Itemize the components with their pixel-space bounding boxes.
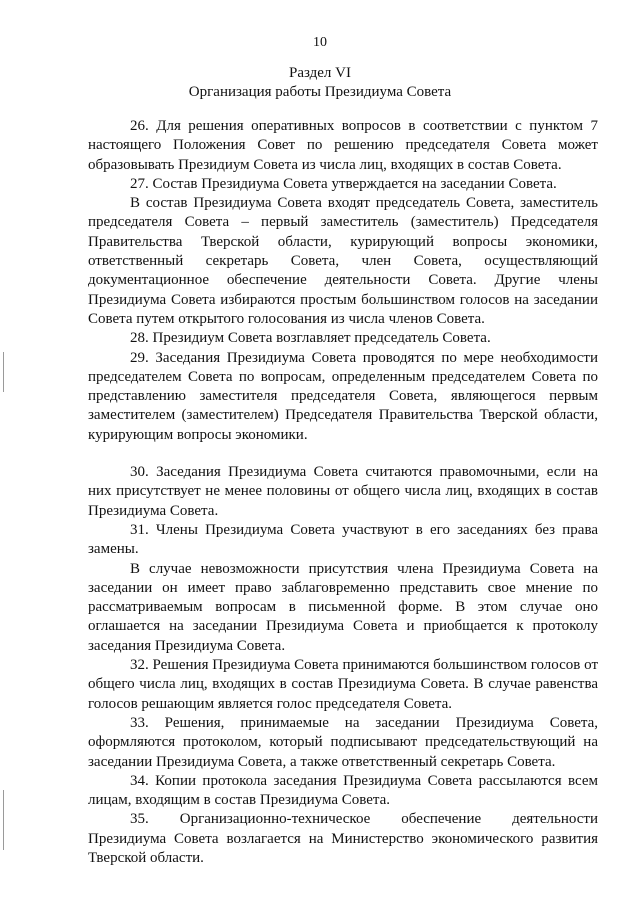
section-title: Организация работы Президиума Совета	[188, 84, 452, 100]
paragraph-26: 26. Для решения оперативных вопросов в соответствии с пунктом 7 настоящего Положения Совет по решению председателя Совета может образовывать Президиум Совета из числа лиц, входящих в состав Совета.	[88, 118, 598, 173]
paragraph-28: 28. Президиум Совета возглавляет председатель Совета.	[130, 330, 491, 347]
paragraph-29: 29. Заседания Президиума Совета проводятся по мере необходимости председателем Совета по вопросам, определенным председателем Совета по представлению заместителя председателя Совета, являющегося первым заместителем (заместителем) Председателя Правительства Тверской области, курирующим вопросы экономики.	[88, 349, 598, 443]
section-heading	[0, 64, 640, 102]
section-body	[88, 117, 598, 868]
paragraph-31: 31. Члены Президиума Совета участвуют в его заседаниях без права замены.	[88, 521, 598, 558]
scan-edge-mark	[3, 352, 4, 392]
section-number: Раздел VI	[288, 65, 351, 81]
scan-edge-mark	[3, 790, 4, 850]
paragraph-32: 32. Решения Президиума Совета принимаются большинством голосов от общего числа лиц, входящих в состав Президиума Совета. В случае равенства голосов решающим является голос председателя Совета.	[88, 657, 598, 712]
page-number: 10	[313, 35, 327, 50]
paragraph-27-composition: В состав Президиума Совета входят председатель Совета, заместитель председателя Совета – первый заместитель (заместитель) Председателя Правительства Тверской области, курирующий вопросы экономики, ответственный секретарь Совета, член Совета, осуществляющий документационное обеспечение деятельности Совета. Другие члены Президиума Совета избираются простым большинством голосов на заседании Совета путем открытого голосования из числа членов Совета.	[88, 195, 598, 327]
paragraph-27: 27. Состав Президиума Совета утверждается на заседании Совета.	[130, 175, 557, 192]
paragraph-30: 30. Заседания Президиума Совета считаются правомочными, если на них присутствует не менее половины от общего числа лиц, входящих в состав Президиума Совета.	[88, 464, 598, 519]
paragraph-34: 34. Копии протокола заседания Президиума Совета рассылаются всем лицам, входящим в состав Президиума Совета.	[88, 772, 598, 809]
paragraph-33: 33. Решения, принимаемые на заседании Президиума Совета, оформляются протоколом, который подписывают председательствующий на заседании Президиума Совета, а также ответственный секретарь Совета.	[88, 714, 598, 770]
paragraph-31-absence: В случае невозможности присутствия члена Президиума Совета на заседании он имеет право заблаговременно представить свое мнение по рассматриваемым вопросам в письменной форме. В этом случае оно оглашается на заседании Президиума Совета и приобщается к протоколу заседания Президиума Совета.	[88, 560, 598, 654]
paragraph-35: 35. Организационно-техническое обеспечение деятельности Президиума Совета возлагается на Министерство экономического развития Тверской области.	[88, 811, 598, 866]
